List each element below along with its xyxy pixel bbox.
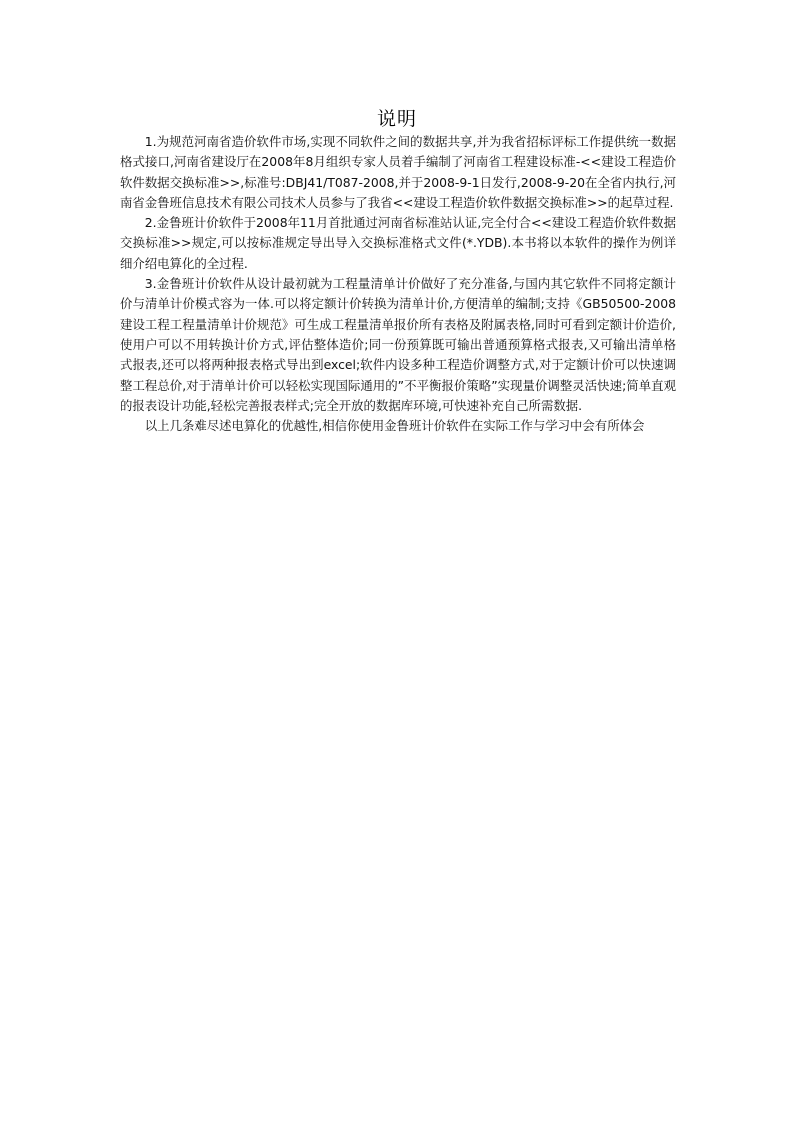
paragraph-software-features: 3.金鲁班计价软件从设计最初就为工程量清单计价做好了充分准备,与国内其它软件不同将定额计价与清单计价模式容为一体.可以将定额计价转换为清单计价,方便清单的编制;支持《GB50500-2008建设工程工程量清单计价规范》可生成工程量清单报价所有表格及附属表格,同时可看到定额计价造价,使用户可以不用转换计价方式,评估整体造价;同一份预算既可输出普通预算格式报表,又可输出清单格式报表,还可以将两种报表格式导出到excel;软件内设多种工程造价调整方式,对于定额计价可以快速调整工程总价,对于清单计价可以轻松实现国际通用的”不平衡报价策略”实现量价调整灵活快速;简单直观的报表设计功能,轻松完善报表样式;完全开放的数据库环境,可快速补充自己所需数据.	[120, 276, 676, 413]
page-title: 说明	[376, 108, 417, 130]
document-body	[120, 132, 676, 436]
paragraph-certification: 2.金鲁班计价软件于2008年11月首批通过河南省标准站认证,完全付合<<建设工程造价软件数据交换标准>>规定,可以按标准规定导出导入交换标准格式文件(*.YDB).本书将以本软件的操作为例详细介绍电算化的全过程.	[120, 215, 676, 271]
paragraph-standard-background: 1.为规范河南省造价软件市场,实现不同软件之间的数据共享,并为我省招标评标工作提供统一数据格式接口,河南省建设厅在2008年8月组织专家人员着手编制了河南省工程建设标准-<<建设工程造价软件数据交换标准>>,标准号:DBJ41/T087-2008,并于2008-9-1日发行,2008-9-20在全省内执行,河南省金鲁班信息技术有限公司技术人员参与了我省<<建设工程造价软件数据交换标准>>的起草过程.	[120, 134, 676, 210]
paragraph-conclusion: 以上几条难尽述电算化的优越性,相信你使用金鲁班计价软件在实际工作与学习中会有所体会	[144, 418, 645, 434]
